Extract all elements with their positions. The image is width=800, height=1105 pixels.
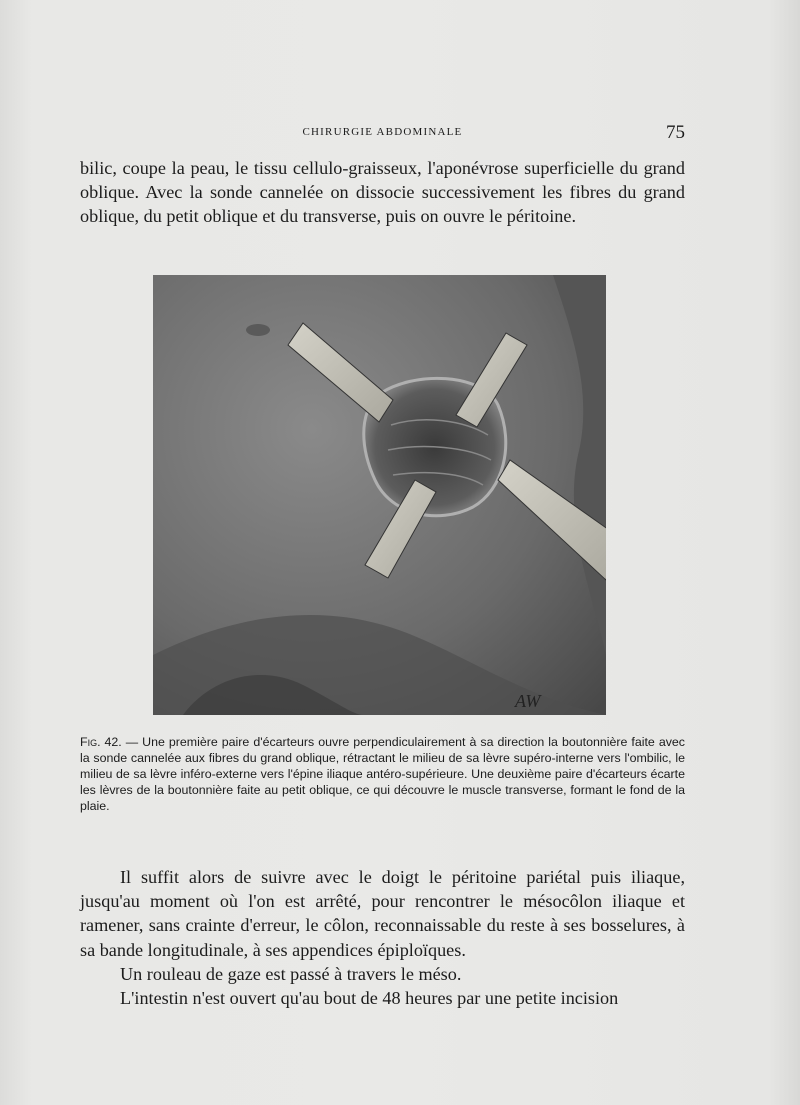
top-paragraph: bilic, coupe la peau, le tissu cellulo-graisseux, l'aponévrose superficielle du grand oblique. Avec la sonde cannelée on dissocie successivement les fibres du grand oblique, du petit oblique et du transverse, puis on ouvre le péritoine. xyxy=(80,158,685,227)
running-title: CHIRURGIE ABDOMINALE xyxy=(302,126,463,138)
figure-caption xyxy=(80,735,685,815)
illustration-drawing xyxy=(153,275,606,715)
figure-caption-text: — Une première paire d'écarteurs ouvre perpendiculairement à sa direction la boutonnière faite avec la sonde cannelée aux fibres du grand oblique, rétractant le milieu de sa lèvre supéro-interne vers l'ombilic, le milieu de sa lèvre inféro-externe vers l'épine iliaque antéro-supérieure. Une deuxième paire d'écarteurs écarte les lèvres de la boutonnière faite au petit oblique, ce qui découvre le muscle transverse, formant le fond de la plaie. xyxy=(80,735,685,813)
navel-shadow xyxy=(246,324,270,336)
body-paragraph-1: Il suffit alors de suivre avec le doigt le péritoine pariétal puis iliaque, jusqu'au moment où l'on est arrêté, pour rencontrer le mésocôlon iliaque et ramener, sans crainte d'erreur, le côlon, reconnaissable du reste à ses bosselures, à sa bande longitudinale, à ses appendices épiploïques. xyxy=(80,867,685,960)
page-number: 75 xyxy=(666,122,685,143)
artist-monogram: AW xyxy=(515,691,541,711)
body-paragraph-2: Un rouleau de gaze est passé à travers le méso. xyxy=(120,963,462,984)
body-text xyxy=(80,865,685,1010)
figure-label: Fig. 42. xyxy=(80,735,122,749)
body-paragraph-3: L'intestin n'est ouvert qu'au bout de 48 heures par une petite incision xyxy=(120,988,619,1009)
surgical-illustration xyxy=(153,275,606,715)
running-head xyxy=(80,122,685,142)
